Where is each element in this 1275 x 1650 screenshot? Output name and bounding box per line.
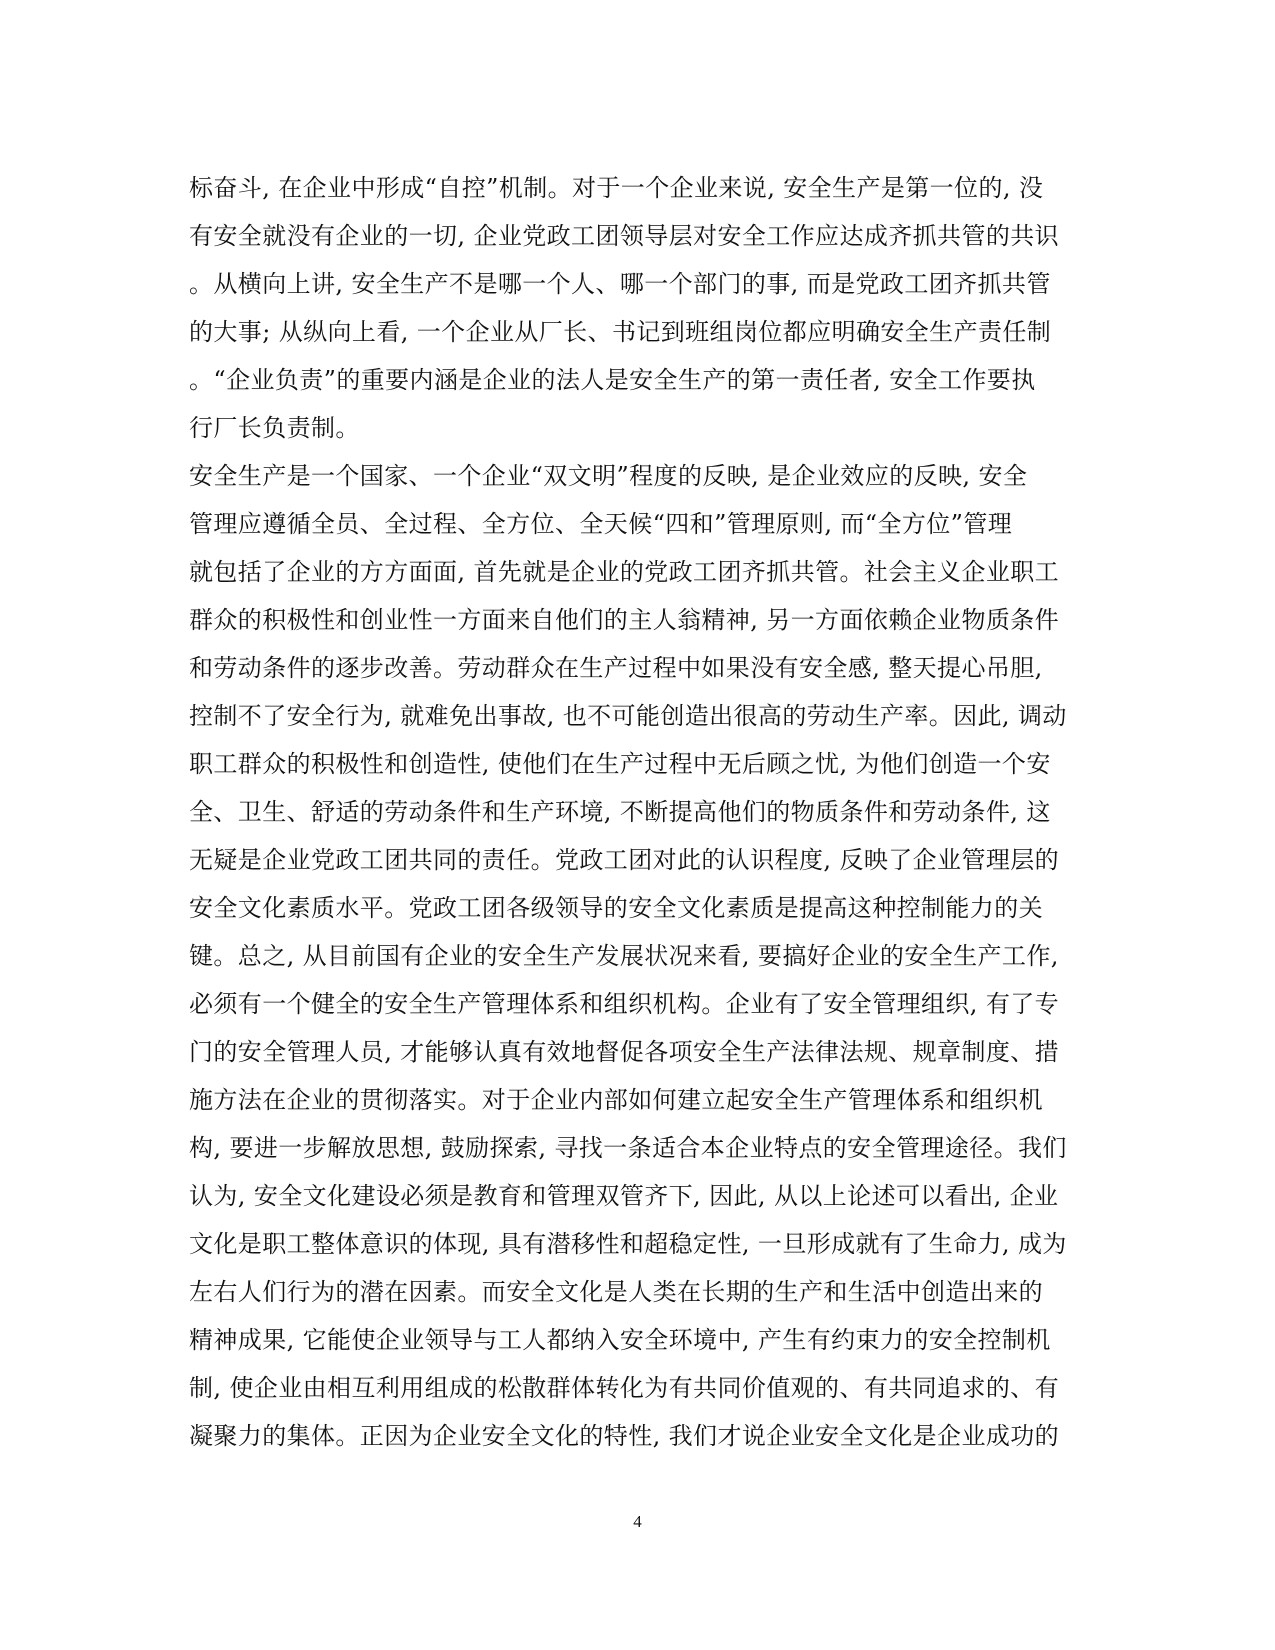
- text-line: 制, 使企业由相互利用组成的松散群体转化为有共同价值观的、有共同追求的、有: [189, 1374, 1060, 1402]
- text-line: 职工群众的积极性和创造性, 使他们在生产过程中无后顾之忧, 为他们创造一个安: [189, 750, 1051, 778]
- text-line: 。从横向上讲, 安全生产不是哪一个人、哪一个部门的事, 而是党政工团齐抓共管: [189, 270, 1051, 298]
- page-number: 4: [633, 1512, 642, 1531]
- text-line: 的大事; 从纵向上看, 一个企业从厂长、书记到班组岗位都应明确安全生产责任制: [189, 318, 1052, 346]
- text-line: 无疑是企业党政工团共同的责任。党政工团对此的认识程度, 反映了企业管理层的: [189, 846, 1060, 874]
- text-line: 控制不了安全行为, 就难免出事故, 也不可能创造出很高的劳动生产率。因此, 调动: [189, 702, 1067, 730]
- text-line: 构, 要进一步解放思想, 鼓励探索, 寻找一条适合本企业特点的安全管理途径。我们: [189, 1134, 1067, 1162]
- text-line: 施方法在企业的贯彻落实。对于企业内部如何建立起安全生产管理体系和组织机: [189, 1086, 1043, 1114]
- text-line: 就包括了企业的方方面面, 首先就是企业的党政工团齐抓共管。社会主义企业职工: [189, 558, 1060, 586]
- text-line: 认为, 安全文化建设必须是教育和管理双管齐下, 因此, 从以上论述可以看出, 企业: [189, 1182, 1059, 1210]
- text-line: 凝聚力的集体。正因为企业安全文化的特性, 我们才说企业安全文化是企业成功的: [189, 1422, 1060, 1450]
- text-line: 行厂长负责制。: [189, 414, 360, 442]
- text-line: 管理应遵循全员、全过程、全方位、全天候“四和”管理原则, 而“全方位”管理: [189, 510, 1013, 538]
- text-line: 左右人们行为的潜在因素。而安全文化是人类在长期的生产和生活中创造出来的: [189, 1278, 1043, 1306]
- text-line: 文化是职工整体意识的体现, 具有潜移性和超稳定性, 一旦形成就有了生命力, 成为: [189, 1230, 1067, 1258]
- text-line: 门的安全管理人员, 才能够认真有效地督促各项安全生产法律法规、规章制度、措: [189, 1038, 1060, 1066]
- text-line: 全、卫生、舒适的劳动条件和生产环境, 不断提高他们的物质条件和劳动条件, 这: [189, 798, 1051, 826]
- text-line: 键。总之, 从目前国有企业的安全生产发展状况来看, 要搞好企业的安全生产工作,: [189, 942, 1059, 970]
- text-line: 标奋斗, 在企业中形成“自控”机制。对于一个企业来说, 安全生产是第一位的, 没: [189, 174, 1044, 202]
- text-line: 精神成果, 它能使企业领导与工人都纳入安全环境中, 产生有约束力的安全控制机: [189, 1326, 1051, 1354]
- text-line: 。“企业负责”的重要内涵是企业的法人是安全生产的第一责任者, 安全工作要执: [189, 366, 1036, 394]
- text-line: 有安全就没有企业的一切, 企业党政工团领导层对安全工作应达成齐抓共管的共识: [189, 222, 1060, 250]
- body-text: [189, 164, 1089, 1460]
- text-line: 和劳动条件的逐步改善。劳动群众在生产过程中如果没有安全感, 整天提心吊胆,: [189, 654, 1043, 682]
- text-line: 安全文化素质水平。党政工团各级领导的安全文化素质是提高这种控制能力的关: [189, 894, 1043, 922]
- text-line: 必须有一个健全的安全生产管理体系和组织机构。企业有了安全管理组织, 有了专: [189, 990, 1060, 1018]
- text-line: 群众的积极性和创业性一方面来自他们的主人翁精神, 另一方面依赖企业物质条件: [189, 606, 1060, 634]
- text-line: 安全生产是一个国家、一个企业“双文明”程度的反映, 是企业效应的反映, 安全: [189, 462, 1028, 490]
